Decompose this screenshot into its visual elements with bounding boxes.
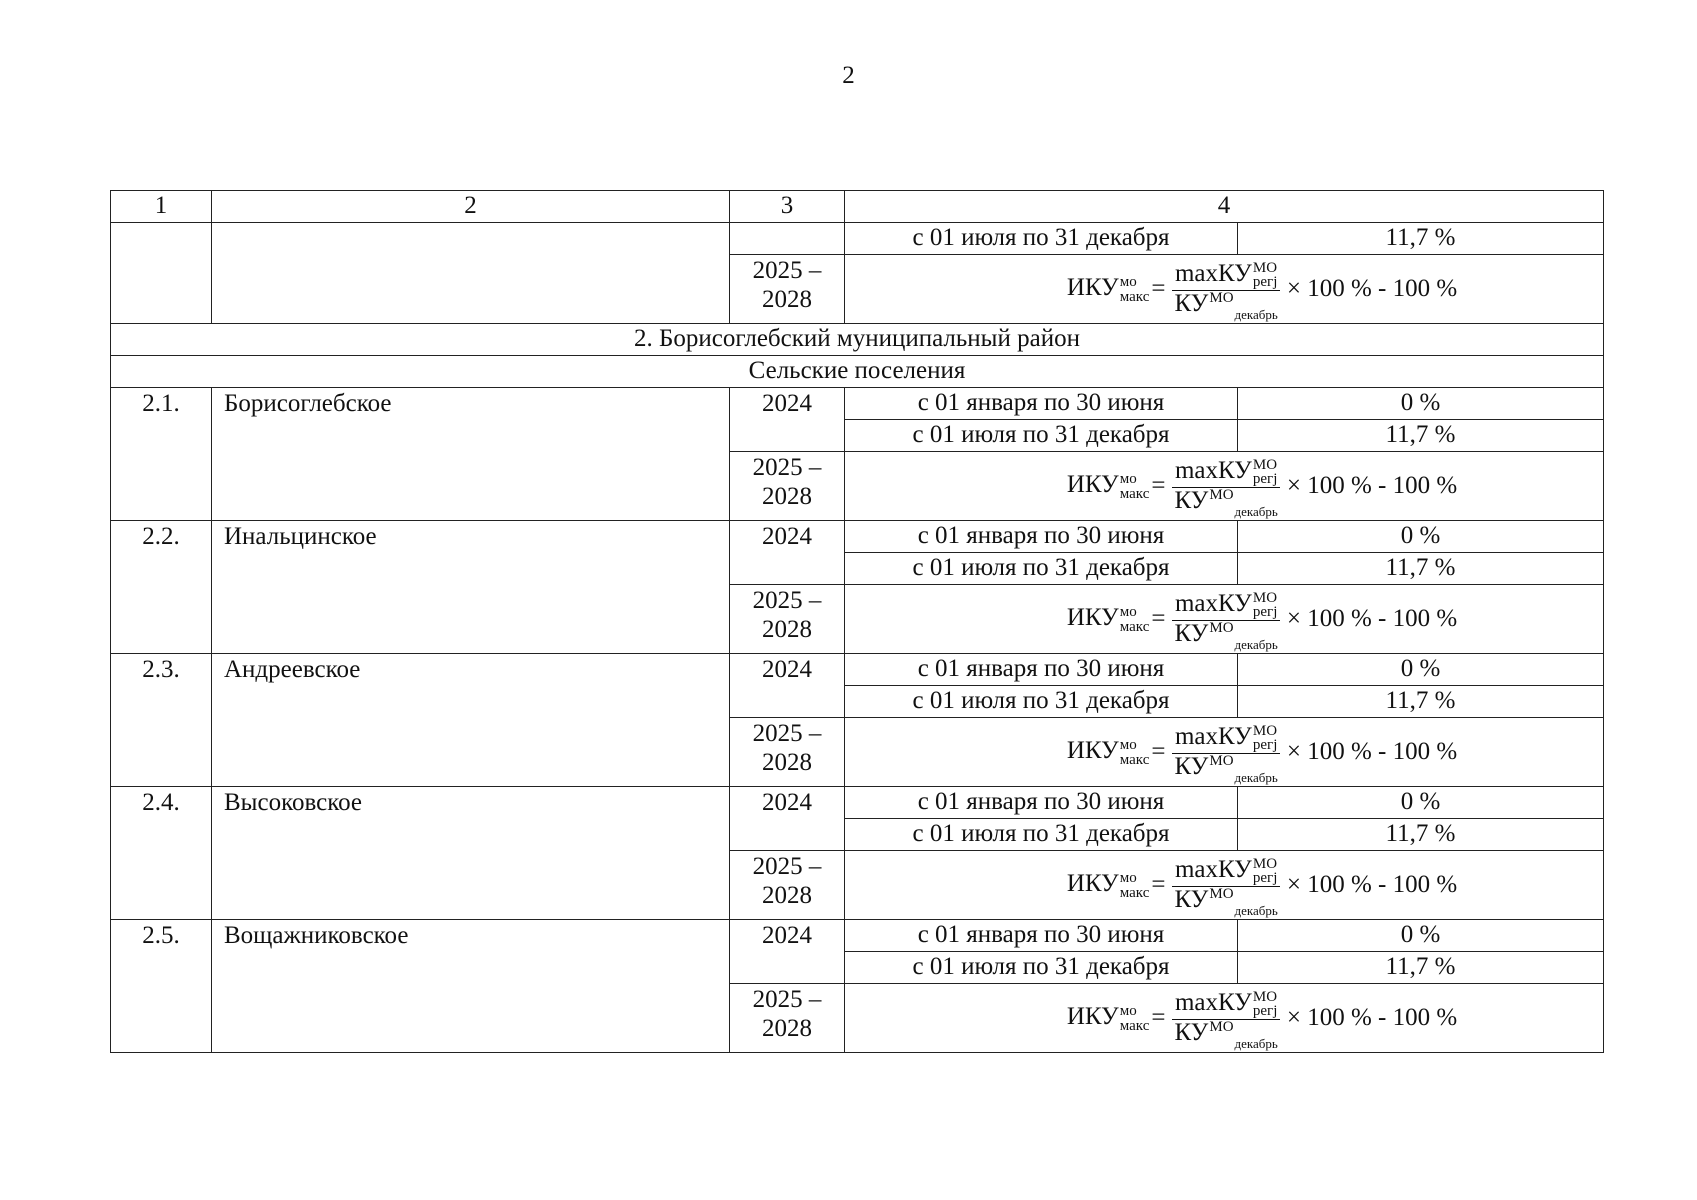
year-range-start: 2025 – (752, 720, 822, 747)
column-number-3: 3 (730, 191, 845, 223)
formula-fraction (1171, 856, 1280, 918)
formula-lhs: ИКУ мо макс (1066, 737, 1150, 768)
percent-cell: 0 % (1238, 654, 1604, 686)
formula-lhs: ИКУ мо макс (1066, 471, 1150, 502)
period-cell: с 01 января по 30 июня (845, 521, 1238, 553)
iku-formula (1066, 989, 1458, 1051)
formula-equals: = (1151, 1003, 1166, 1031)
percent-cell: 11,7 % (1238, 686, 1604, 718)
formula-fraction (1171, 260, 1280, 322)
formula-numerator: maxКУ МО регj (1172, 261, 1280, 291)
formula-lhs: ИКУ мо макс (1066, 604, 1150, 635)
percent-cell: 0 % (1238, 388, 1604, 420)
settlement-row (111, 787, 1604, 819)
year-range-end: 2028 (762, 615, 812, 643)
iku-formula (1066, 723, 1458, 785)
year-range-end: 2028 (762, 1014, 812, 1042)
percent-cell: 11,7 % (1238, 553, 1604, 585)
tariff-table (110, 190, 1604, 1053)
period-cell: с 01 июля по 31 декабря (845, 819, 1238, 851)
percent-cell: 11,7 % (1238, 223, 1604, 255)
formula-cell (845, 255, 1604, 324)
formula-tail: × 100 % - 100 % (1286, 274, 1458, 302)
period-cell: с 01 января по 30 июня (845, 787, 1238, 819)
year-range-cell (730, 984, 845, 1053)
formula-numerator: maxКУ МО регj (1172, 990, 1280, 1020)
settlement-row (111, 920, 1604, 952)
formula-numerator: maxКУ МО регj (1172, 458, 1280, 488)
year-range-end: 2028 (762, 285, 812, 313)
formula-fraction (1171, 457, 1280, 519)
formula-fraction (1171, 989, 1280, 1051)
percent-cell: 0 % (1238, 920, 1604, 952)
formula-denominator: $КУ^{МО}_{декабрь}$ (1174, 752, 1278, 785)
settlement-number: 2.1. (111, 388, 212, 521)
iku-formula (1066, 457, 1458, 519)
year-cell: 2024 (730, 787, 845, 851)
iku-formula (1066, 856, 1458, 918)
subsection-title: Сельские поселения (111, 356, 1604, 388)
formula-tail: × 100 % - 100 % (1286, 870, 1458, 898)
percent-cell: 11,7 % (1238, 420, 1604, 452)
continuation-name-cell (212, 223, 730, 324)
year-range-start: 2025 – (752, 454, 822, 481)
column-number-1: 1 (111, 191, 212, 223)
section-title-row (111, 324, 1604, 356)
year-cell: 2024 (730, 654, 845, 718)
page-number: 2 (842, 62, 855, 89)
formula-denominator: $КУ^{МО}_{декабрь}$ (1174, 885, 1278, 918)
section-title: 2. Борисоглебский муниципальный район (111, 324, 1604, 356)
continuation-year-cell (730, 223, 845, 255)
settlement-name: Инальцинское (212, 521, 730, 654)
percent-cell: 11,7 % (1238, 952, 1604, 984)
formula-tail: × 100 % - 100 % (1286, 1003, 1458, 1031)
year-range-cell (730, 255, 845, 324)
formula-tail: × 100 % - 100 % (1286, 737, 1458, 765)
percent-cell: 0 % (1238, 787, 1604, 819)
settlement-row (111, 521, 1604, 553)
formula-numerator: maxКУ МО регj (1172, 724, 1280, 754)
year-range-cell (730, 452, 845, 521)
period-cell: с 01 января по 30 июня (845, 388, 1238, 420)
period-cell: с 01 июля по 31 декабря (845, 686, 1238, 718)
settlement-row (111, 654, 1604, 686)
year-range-start: 2025 – (752, 986, 822, 1013)
column-number-4: 4 (845, 191, 1604, 223)
year-range-end: 2028 (762, 482, 812, 510)
formula-lhs: ИКУ мо макс (1066, 274, 1150, 305)
formula-equals: = (1151, 737, 1166, 765)
formula-numerator: maxКУ МО регj (1172, 857, 1280, 887)
formula-cell (845, 718, 1604, 787)
formula-fraction (1171, 723, 1280, 785)
formula-cell (845, 984, 1604, 1053)
year-range-end: 2028 (762, 748, 812, 776)
iku-formula (1066, 590, 1458, 652)
formula-equals: = (1151, 604, 1166, 632)
period-cell: с 01 июля по 31 декабря (845, 420, 1238, 452)
year-range-start: 2025 – (752, 587, 822, 614)
percent-cell: 0 % (1238, 521, 1604, 553)
formula-fraction (1171, 590, 1280, 652)
formula-denominator: $КУ^{МО}_{декабрь}$ (1174, 486, 1278, 519)
year-cell: 2024 (730, 388, 845, 452)
formula-cell (845, 851, 1604, 920)
formula-tail: × 100 % - 100 % (1286, 604, 1458, 632)
settlement-number: 2.3. (111, 654, 212, 787)
settlement-name: Высоковское (212, 787, 730, 920)
formula-equals: = (1151, 274, 1166, 302)
settlement-name: Андреевское (212, 654, 730, 787)
period-cell: с 01 января по 30 июня (845, 654, 1238, 686)
continuation-num-cell (111, 223, 212, 324)
period-cell: с 01 января по 30 июня (845, 920, 1238, 952)
settlement-number: 2.4. (111, 787, 212, 920)
formula-denominator: $КУ^{МО}_{декабрь}$ (1174, 619, 1278, 652)
period-cell: с 01 июля по 31 декабря (845, 553, 1238, 585)
formula-lhs: ИКУ мо макс (1066, 870, 1150, 901)
formula-tail: × 100 % - 100 % (1286, 471, 1458, 499)
year-cell: 2024 (730, 920, 845, 984)
subsection-title-row (111, 356, 1604, 388)
formula-denominator: $КУ^{МО}_{декабрь}$ (1174, 1018, 1278, 1051)
formula-numerator: maxКУ МО регj (1172, 591, 1280, 621)
year-range-cell (730, 718, 845, 787)
settlement-name: Вощажниковское (212, 920, 730, 1053)
percent-cell: 11,7 % (1238, 819, 1604, 851)
formula-denominator: $КУ^{МО}_{декабрь}$ (1174, 289, 1278, 322)
formula-equals: = (1151, 471, 1166, 499)
year-cell: 2024 (730, 521, 845, 585)
continuation-row (111, 223, 1604, 255)
formula-cell (845, 585, 1604, 654)
settlement-row (111, 388, 1604, 420)
settlement-number: 2.2. (111, 521, 212, 654)
iku-formula (1066, 260, 1458, 322)
period-cell: с 01 июля по 31 декабря (845, 223, 1238, 255)
year-range-start: 2025 – (752, 257, 822, 284)
column-number-2: 2 (212, 191, 730, 223)
year-range-start: 2025 – (752, 853, 822, 880)
year-range-end: 2028 (762, 881, 812, 909)
period-cell: с 01 июля по 31 декабря (845, 952, 1238, 984)
formula-cell (845, 452, 1604, 521)
formula-lhs: ИКУ мо макс (1066, 1003, 1150, 1034)
year-range-cell (730, 585, 845, 654)
settlement-name: Борисоглебское (212, 388, 730, 521)
column-number-row (111, 191, 1604, 223)
settlement-number: 2.5. (111, 920, 212, 1053)
formula-equals: = (1151, 870, 1166, 898)
year-range-cell (730, 851, 845, 920)
